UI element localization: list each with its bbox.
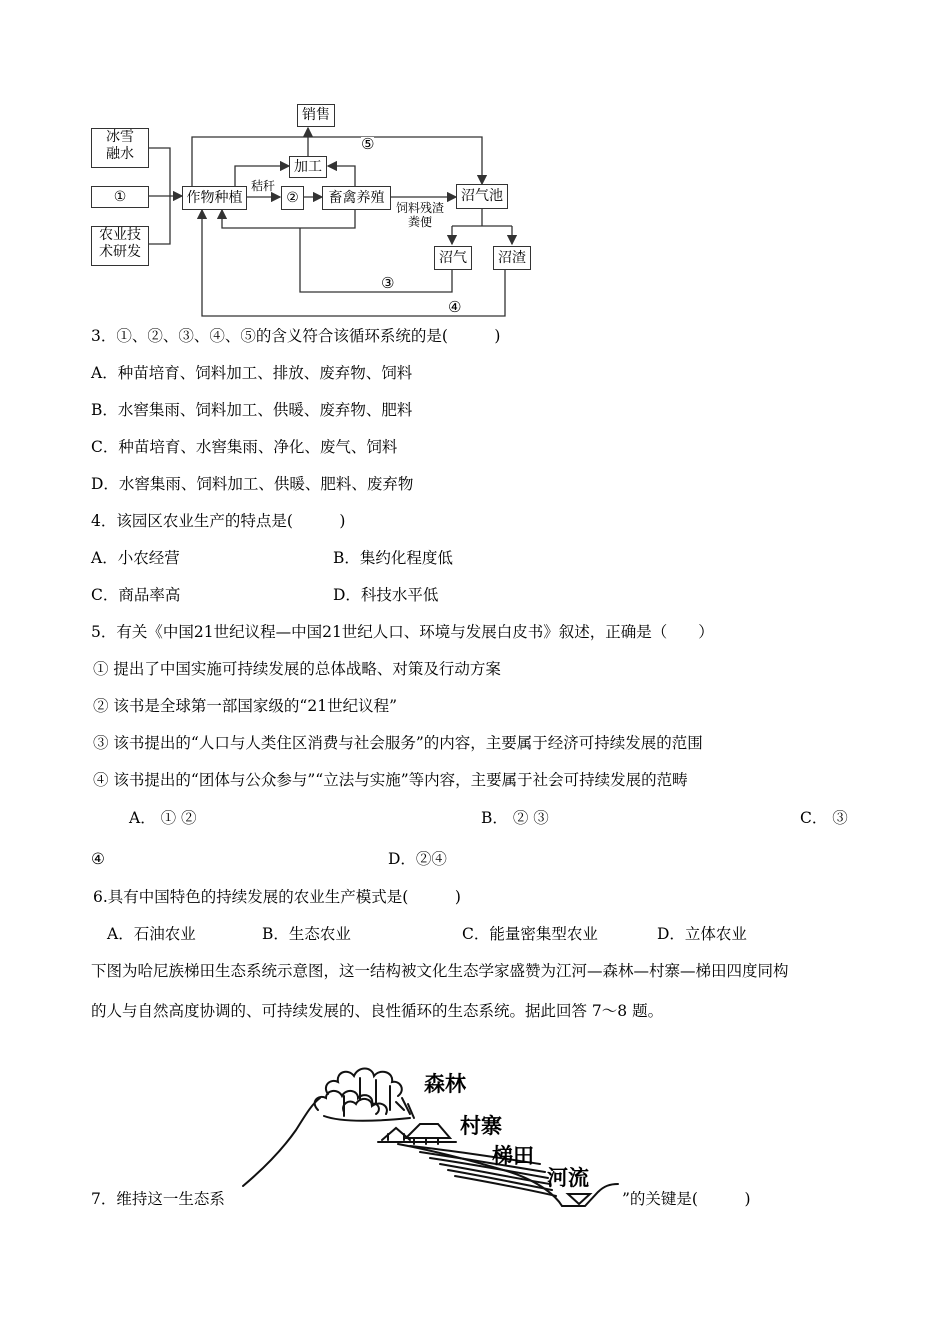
q3-option-b[interactable]: B．水窖集雨、饲料加工、供暖、废弃物、肥料	[91, 401, 413, 419]
q4-option-a[interactable]: A．小农经营	[91, 549, 180, 567]
biogas-residue-box: 沼渣	[493, 246, 531, 270]
q6-option-b[interactable]: B．生态农业	[262, 925, 351, 943]
q3-option-c[interactable]: C．种苗培育、水窖集雨、净化、废气、饲料	[91, 438, 398, 456]
q3-stem: 3．①、②、③、④、⑤的含义符合该循环系统的是( )	[91, 327, 501, 345]
snow-melt-box: 冰雪 融水	[91, 128, 149, 168]
biogas-pool-box: 沼气池	[456, 184, 508, 209]
feed-waste-label: 饲料残渣 粪便	[396, 201, 445, 229]
crop-planting-box: 作物种植	[182, 186, 247, 210]
q6-stem: 6.具有中国特色的持续发展的农业生产模式是( )	[93, 888, 461, 906]
q3-option-a[interactable]: A．种苗培育、饲料加工、排放、废弃物、饲料	[91, 364, 413, 382]
q5-option-a[interactable]: A． ① ②	[129, 809, 197, 827]
circle-four-label: ④	[448, 298, 462, 316]
q6-option-a[interactable]: A．石油农业	[107, 925, 196, 943]
sales-box: 销售	[297, 104, 335, 127]
livestock-box: 畜禽养殖	[322, 186, 391, 210]
q7-stem-left: 7．维持这一生态系	[91, 1190, 225, 1208]
q7-stem-right: ”的关键是( )	[622, 1190, 751, 1208]
q5-item-3: ③ 该书提出的“人口与人类住区消费与社会服务”的内容，主要属于经济可持续发展的范围	[93, 734, 703, 752]
q4-option-d[interactable]: D．科技水平低	[333, 586, 439, 604]
river-label: 河流	[547, 1166, 589, 1190]
q5-item-1: ① 提出了中国实施可持续发展的总体战略、对策及行动方案	[93, 660, 501, 678]
straw-label: 秸秆	[251, 179, 276, 193]
intro-line-1: 下图为哈尼族梯田生态系统示意图，这一结构被文化生态学家盛赞为江河—森林—村寨—梯田四度同构	[91, 962, 789, 980]
biogas-box: 沼气	[434, 246, 472, 270]
agri-tech-box: 农业技 术研发	[91, 226, 149, 266]
q5-option-c-cont: ④	[91, 850, 105, 868]
forest-label: 森林	[424, 1072, 466, 1096]
q5-item-4: ④ 该书提出的“团体与公众参与”“立法与实施”等内容，主要属于社会可持续发展的范畴	[93, 771, 688, 789]
intro-line-2: 的人与自然高度协调的、可持续发展的、良性循环的生态系统。据此回答 7～8 题。	[91, 1002, 664, 1020]
q5-item-2: ② 该书是全球第一部国家级的“21世纪议程”	[93, 697, 397, 715]
q4-option-b[interactable]: B．集约化程度低	[333, 549, 453, 567]
circle-two-box: ②	[281, 186, 304, 210]
q3-option-d[interactable]: D．水窖集雨、饲料加工、供暖、肥料、废弃物	[91, 475, 414, 493]
q4-stem: 4．该园区农业生产的特点是( )	[91, 512, 346, 530]
q6-option-c[interactable]: C．能量密集型农业	[462, 925, 598, 943]
circle-one-box: ①	[91, 186, 149, 208]
village-label: 村寨	[460, 1114, 502, 1138]
q5-stem: 5．有关《中国21世纪议程—中国21世纪人口、环境与发展白皮书》叙述，正确是（ ）	[91, 623, 714, 641]
terrace-label: 梯田	[492, 1144, 534, 1168]
circle-three-label: ③	[381, 274, 395, 292]
processing-box: 加工	[289, 156, 327, 178]
q5-option-c[interactable]: C． ③	[800, 809, 848, 827]
circle-five-label: ⑤	[361, 135, 375, 153]
q4-option-c[interactable]: C．商品率高	[91, 586, 181, 604]
q5-option-d[interactable]: D．②④	[388, 850, 447, 868]
q5-option-b[interactable]: B． ② ③	[481, 809, 549, 827]
q6-option-d[interactable]: D．立体农业	[657, 925, 747, 943]
